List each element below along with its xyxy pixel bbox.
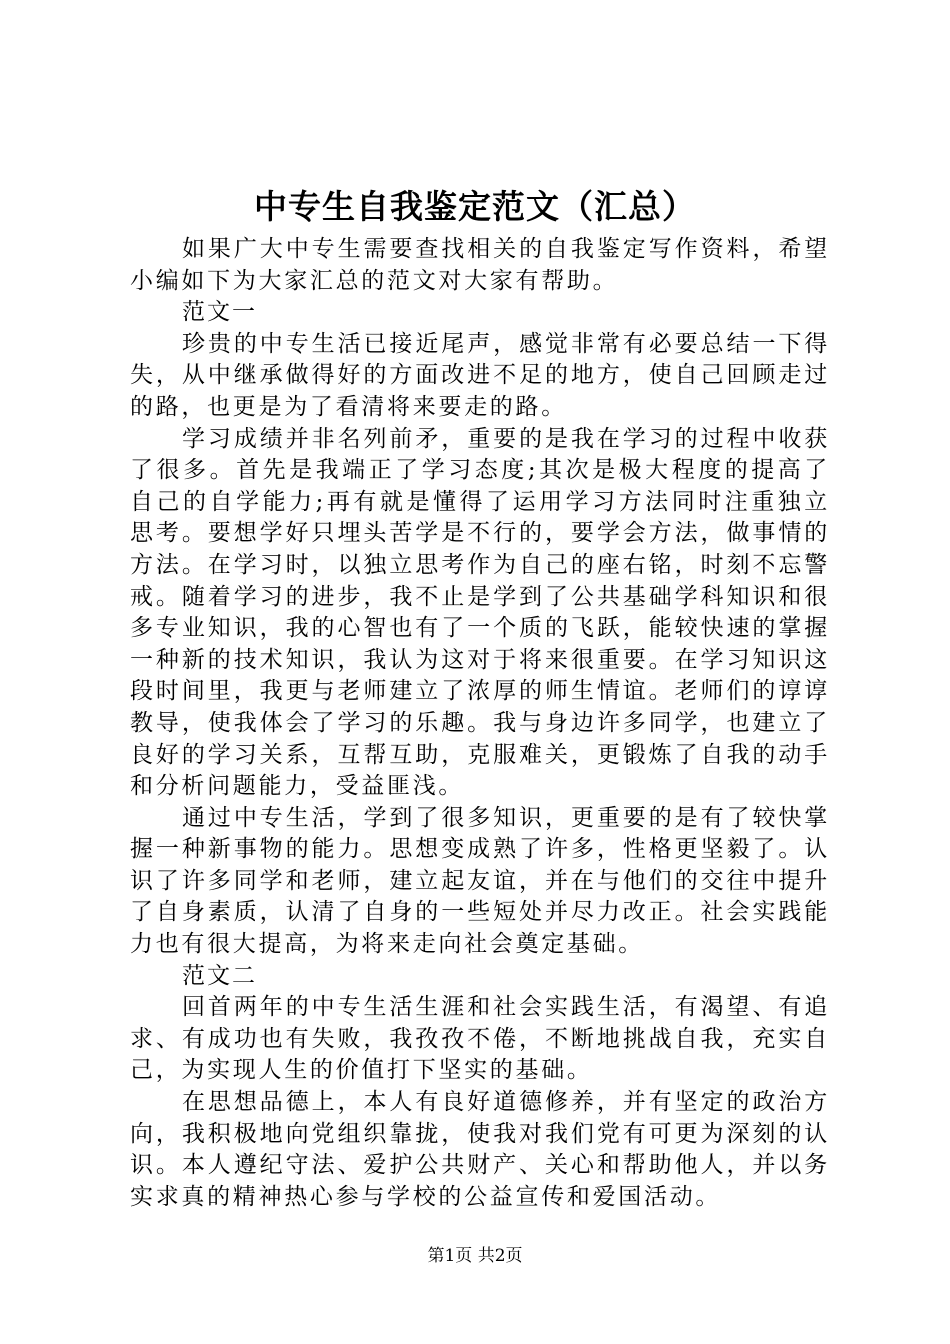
sample-1-paragraph: 学习成绩并非名列前矛，重要的是我在学习的过程中收获了很多。首先是我端正了学习态度;其次是极大程度的提高了自己的自学能力;再有就是懂得了运用学习方法同时注重独立思考。要想学好只埋头苦学是不行的，要学会方法，做事情的方法。在学习时，以独立思考作为自己的座右铭，时刻不忘警戒。随着学习的进步，我不止是学到了公共基础学科知识和很多专业知识，我的心智也有了一个质的飞跃，能较快速的掌握一种新的技术知识，我认为这对于将来很重要。在学习知识这段时间里，我更与老师建立了浓厚的师生情谊。老师们的谆谆教导，使我体会了学习的乐趣。我与身边许多同学，也建立了良好的学习关系，互帮互助，克服难关，更锻炼了自我的动手和分析问题能力，受益匪浅。 [130, 425, 830, 800]
document-title: 中专生自我鉴定范文（汇总） [254, 187, 696, 226]
sample-2-paragraph: 回首两年的中专生活生涯和社会实践生活，有渴望、有追求、有成功也有失败，我孜孜不倦，不断地挑战自我，充实自己，为实现人生的价值打下坚实的基础。 [130, 994, 830, 1084]
sample-2-paragraph: 在思想品德上，本人有良好道德修养，并有坚定的政治方向，我积极地向党组织靠拢，使我对我们党有可更为深刻的认识。本人遵纪守法、爱护公共财产、关心和帮助他人，并以务实求真的精神热心参与学校的公益宣传和爱国活动。 [130, 1089, 830, 1210]
sample-1-paragraph: 通过中专生活，学到了很多知识，更重要的是有了较快掌握一种新事物的能力。思想变成熟了许多，性格更坚毅了。认识了许多同学和老师，建立起友谊，并在与他们的交往中提升了自身素质，认清了自身的一些短处并尽力改正。社会实践能力也有很大提高，为将来走向社会奠定基础。 [130, 804, 830, 958]
page-footer: 第1页 共2页 [427, 1246, 523, 1266]
sample-2-heading: 范文二 [182, 962, 257, 989]
sample-1-paragraph: 珍贵的中专生活已接近尾声，感觉非常有必要总结一下得失，从中继承做得好的方面改进不足的地方，使自己回顾走过的路，也更是为了看清将来要走的路。 [130, 330, 830, 420]
document-body [130, 234, 830, 1213]
intro-paragraph: 如果广大中专生需要查找相关的自我鉴定写作资料，希望小编如下为大家汇总的范文对大家有帮助。 [130, 236, 830, 294]
sample-1-heading: 范文一 [182, 299, 257, 326]
